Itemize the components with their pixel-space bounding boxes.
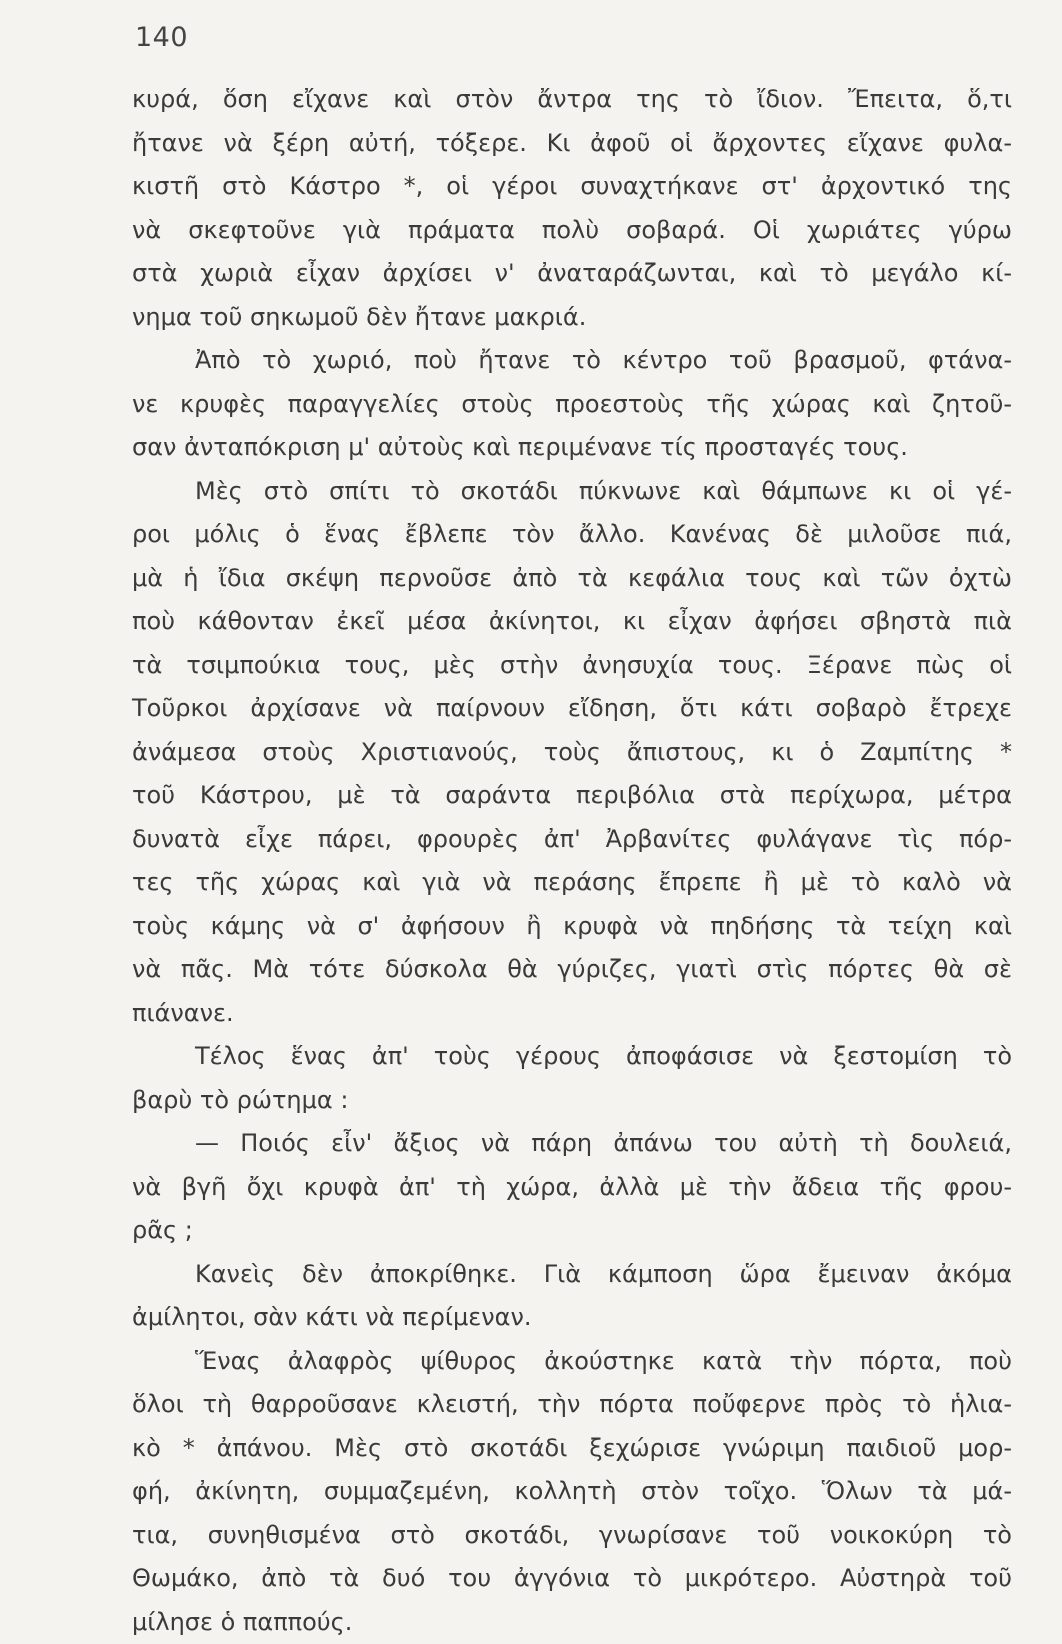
text-line: μὰ ἡ ἴδια σκέψη περνοῦσε ἀπὸ τὰ κεφάλια τους καὶ τῶν ὀχτὼ <box>132 557 1012 601</box>
text-line: Τέλος ἕνας ἀπ' τοὺς γέρους ἀποφάσισε νὰ ξεστομίση τὸ <box>132 1035 1012 1079</box>
body-text <box>132 78 1012 1644</box>
text-line: ροι μόλις ὁ ἕνας ἔβλεπε τὸν ἄλλο. Κανένας δὲ μιλοῦσε πιά, <box>132 513 1012 557</box>
text-line: φή, ἀκίνητη, συμμαζεμένη, κολλητὴ στὸν τοῖχο. Ὅλων τὰ μά- <box>132 1470 1012 1514</box>
text-line: μίλησε ὁ παππούς. <box>132 1601 1012 1644</box>
text-line: τοὺς κάμης νὰ σ' ἀφήσουν ἢ κρυφὰ νὰ πηδήσης τὰ τείχη καὶ <box>132 905 1012 949</box>
text-line: τες τῆς χώρας καὶ γιὰ νὰ περάσης ἔπρεπε ἢ μὲ τὸ καλὸ νὰ <box>132 861 1012 905</box>
page-number: 140 <box>135 22 188 53</box>
text-line: νὰ σκεφτοῦνε γιὰ πράματα πολὺ σοβαρά. Οἱ χωριάτες γύρω <box>132 209 1012 253</box>
text-line: ἀνάμεσα στοὺς Χριστιανούς, τοὺς ἄπιστους, κι ὁ Ζαμπίτης * <box>132 731 1012 775</box>
text-line: βαρὺ τὸ ρώτημα : <box>132 1079 1012 1123</box>
text-line: ἤτανε νὰ ξέρη αὐτή, τόξερε. Κι ἀφοῦ οἱ ἄρχοντες εἴχανε φυλα- <box>132 122 1012 166</box>
text-line: πιάνανε. <box>132 992 1012 1036</box>
text-line: ἀμίλητοι, σὰν κάτι νὰ περίμεναν. <box>132 1296 1012 1340</box>
text-line: Ἕνας ἀλαφρὸς ψίθυρος ἀκούστηκε κατὰ τὴν πόρτα, ποὺ <box>132 1340 1012 1384</box>
text-line: κὸ * ἀπάνου. Μὲς στὸ σκοτάδι ξεχώρισε γνώριμη παιδιοῦ μορ- <box>132 1427 1012 1471</box>
text-line: νε κρυφὲς παραγγελίες στοὺς προεστοὺς τῆς χώρας καὶ ζητοῦ- <box>132 383 1012 427</box>
text-line: ρᾶς ; <box>132 1209 1012 1253</box>
text-line: ὅλοι τὴ θαρροῦσανε κλειστή, τὴν πόρτα ποὔφερνε πρὸς τὸ ἡλια- <box>132 1383 1012 1427</box>
text-line: νὰ βγῆ ὄχι κρυφὰ ἀπ' τὴ χώρα, ἀλλὰ μὲ τὴν ἄδεια τῆς φρου- <box>132 1166 1012 1210</box>
text-line: τὰ τσιμπούκια τους, μὲς στὴν ἀνησυχία τους. Ξέρανε πὼς οἱ <box>132 644 1012 688</box>
text-line: τοῦ Κάστρου, μὲ τὰ σαράντα περιβόλια στὰ περίχωρα, μέτρα <box>132 774 1012 818</box>
text-line: νὰ πᾶς. Μὰ τότε δύσκολα θὰ γύριζες, γιατὶ στὶς πόρτες θὰ σὲ <box>132 948 1012 992</box>
text-line: ποὺ κάθονταν ἐκεῖ μέσα ἀκίνητοι, κι εἶχαν ἀφήσει σβηστὰ πιὰ <box>132 600 1012 644</box>
text-line: Τοῦρκοι ἀρχίσανε νὰ παίρνουν εἴδηση, ὅτι κάτι σοβαρὸ ἔτρεχε <box>132 687 1012 731</box>
text-line: νημα τοῦ σηκωμοῦ δὲν ἤτανε μακριά. <box>132 296 1012 340</box>
text-line: τια, συνηθισμένα στὸ σκοτάδι, γνωρίσανε τοῦ νοικοκύρη τὸ <box>132 1514 1012 1558</box>
text-line: σαν ἀνταπόκριση μ' αὐτοὺς καὶ περιμένανε τίς προσταγές τους. <box>132 426 1012 470</box>
text-line: κυρά, ὅση εἴχανε καὶ στὸν ἄντρα της τὸ ἴδιον. Ἔπειτα, ὅ,τι <box>132 78 1012 122</box>
text-line: δυνατὰ εἶχε πάρει, φρουρὲς ἀπ' Ἀρβανίτες φυλάγανε τὶς πόρ- <box>132 818 1012 862</box>
text-line: Ἀπὸ τὸ χωριό, ποὺ ἤτανε τὸ κέντρο τοῦ βρασμοῦ, φτάνα- <box>132 339 1012 383</box>
text-line: στὰ χωριὰ εἶχαν ἀρχίσει ν' ἀναταράζωνται, καὶ τὸ μεγάλο κί- <box>132 252 1012 296</box>
text-line: Θωμάκο, ἀπὸ τὰ δυό του ἀγγόνια τὸ μικρότερο. Αὐστηρὰ τοῦ <box>132 1557 1012 1601</box>
text-line: — Ποιός εἶν' ἄξιος νὰ πάρη ἀπάνω του αὐτὴ τὴ δουλειά, <box>132 1122 1012 1166</box>
text-line: Κανεὶς δὲν ἀποκρίθηκε. Γιὰ κάμποση ὥρα ἔμειναν ἀκόμα <box>132 1253 1012 1297</box>
text-line: κιστῆ στὸ Κάστρο *, οἱ γέροι συναχτήκανε στ' ἀρχοντικό της <box>132 165 1012 209</box>
text-line: Μὲς στὸ σπίτι τὸ σκοτάδι πύκνωνε καὶ θάμπωνε κι οἱ γέ- <box>132 470 1012 514</box>
